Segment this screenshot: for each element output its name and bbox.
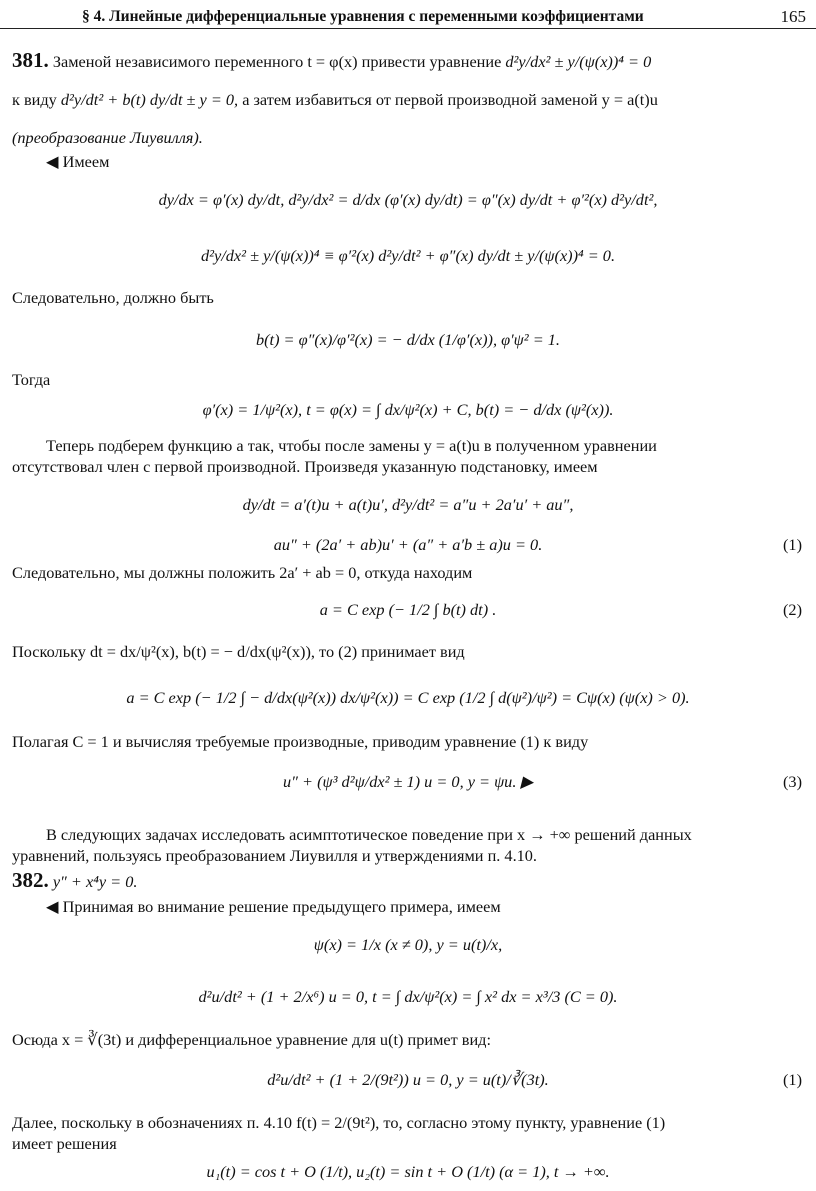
equation-number: (1) bbox=[783, 1070, 802, 1089]
paragraph: имеет решения bbox=[12, 1134, 117, 1153]
problem-number: 381. bbox=[12, 48, 49, 72]
paragraph: уравнений, пользуясь преобразованием Лиувилля и утверждениями п. 4.10. bbox=[12, 846, 537, 865]
equation: u″ + (ψ³ d²ψ/dx² ± 1) u = 0, y = ψu. ▶ bbox=[283, 772, 533, 791]
equation: d²y/dt² + b(t) dy/dt ± y = 0, bbox=[60, 90, 239, 109]
section-title: § 4. Линейные дифференциальные уравнения с переменными коэффициентами bbox=[82, 8, 644, 25]
text: а затем избавиться от первой производной заменой y = a(t)u bbox=[242, 90, 658, 109]
paragraph: Осюда x = ∛(3t) и дифференциальное уравнение для u(t) примет вид: bbox=[12, 1030, 491, 1049]
problem-number: 382. bbox=[12, 868, 49, 892]
paragraph: Следовательно, должно быть bbox=[12, 288, 214, 307]
problem-text: Заменой независимого переменного t = φ(x) привести уравнение bbox=[52, 52, 502, 71]
text: к виду bbox=[12, 90, 57, 109]
paragraph: Полагая C = 1 и вычисляя требуемые производные, приводим уравнение (1) к виду bbox=[12, 732, 589, 751]
equation: φ′(x) = 1/ψ²(x), t = φ(x) = ∫ dx/ψ²(x) + C, b(t) = − d/dx (ψ²(x)). bbox=[202, 400, 614, 419]
page-number: 165 bbox=[780, 7, 806, 26]
paragraph: Следовательно, мы должны положить 2a′ + ab = 0, откуда находим bbox=[12, 563, 473, 582]
equation-number: (2) bbox=[783, 600, 802, 619]
equation: a = C exp (− 1/2 ∫ − d/dx(ψ²(x)) dx/ψ²(x)) = C exp (1/2 ∫ d(ψ²)/ψ²) = Cψ(x) (ψ(x) > 0). bbox=[126, 688, 690, 707]
paragraph: Далее, поскольку в обозначениях п. 4.10 f(t) = 2/(9t²), то, согласно этому пункту, уравнение (1) bbox=[12, 1113, 666, 1132]
running-header bbox=[0, 6, 816, 29]
problem-381-statement bbox=[12, 50, 804, 72]
equation: b(t) = φ″(x)/φ′²(x) = − d/dx (1/φ′(x)), φ′ψ² = 1. bbox=[255, 330, 560, 349]
paragraph: отсутствовал член с первой производной. Произведя указанную подстановку, имеем bbox=[12, 457, 598, 476]
liouville-note: (преобразование Лиувилля). bbox=[12, 128, 203, 147]
equation: dy/dx = φ′(x) dy/dt, d²y/dx² = d/dx (φ′(x) dy/dt) = φ″(x) dy/dt + φ′²(x) d²y/dt², bbox=[158, 190, 658, 209]
paragraph: Тогда bbox=[12, 370, 51, 389]
equation: u₁(t) = cos t + O (1/t), u₂(t) = sin t + O (1/t) (α = 1), t → +∞. bbox=[206, 1162, 610, 1181]
paragraph: Поскольку dt = dx/ψ²(x), b(t) = − d/dx(ψ²(x)), то (2) принимает вид bbox=[12, 642, 465, 661]
equation: dy/dt = a′(t)u + a(t)u′, d²y/dt² = a″u + 2a′u′ + au″, bbox=[242, 495, 574, 514]
equation: y″ + x⁴y = 0. bbox=[52, 872, 138, 891]
solution-start: ◀ Принимая во внимание решение предыдущего примера, имеем bbox=[46, 897, 501, 916]
paragraph: Теперь подберем функцию a так, чтобы после замены y = a(t)u в полученном уравнении bbox=[46, 436, 657, 455]
equation: d²u/dt² + (1 + 2/(9t²)) u = 0, y = u(t)/∛(3t). bbox=[267, 1070, 549, 1089]
equation: ψ(x) = 1/x (x ≠ 0), y = u(t)/x, bbox=[313, 935, 503, 954]
equation-number: (3) bbox=[783, 772, 802, 791]
problem-381-line2 bbox=[12, 90, 804, 110]
equation: a = C exp (− 1/2 ∫ b(t) dt) . bbox=[319, 600, 497, 619]
solution-start: ◀ Имеем bbox=[46, 152, 110, 171]
equation: d²u/dt² + (1 + 2/x⁶) u = 0, t = ∫ dx/ψ²(x) = ∫ x² dx = x³/3 (C = 0). bbox=[198, 987, 618, 1006]
equation: d²y/dx² ± y/(ψ(x))⁴ = 0 bbox=[505, 52, 652, 71]
equation: d²y/dx² ± y/(ψ(x))⁴ ≡ φ′²(x) d²y/dt² + φ″(x) dy/dt ± y/(ψ(x))⁴ = 0. bbox=[200, 246, 616, 265]
equation: au″ + (2a′ + ab)u′ + (a″ + a′b ± a)u = 0. bbox=[273, 535, 543, 554]
equation-number: (1) bbox=[783, 535, 802, 554]
problem-382-statement bbox=[12, 870, 804, 892]
paragraph: В следующих задачах исследовать асимптотическое поведение при x → +∞ решений данных bbox=[46, 825, 692, 844]
